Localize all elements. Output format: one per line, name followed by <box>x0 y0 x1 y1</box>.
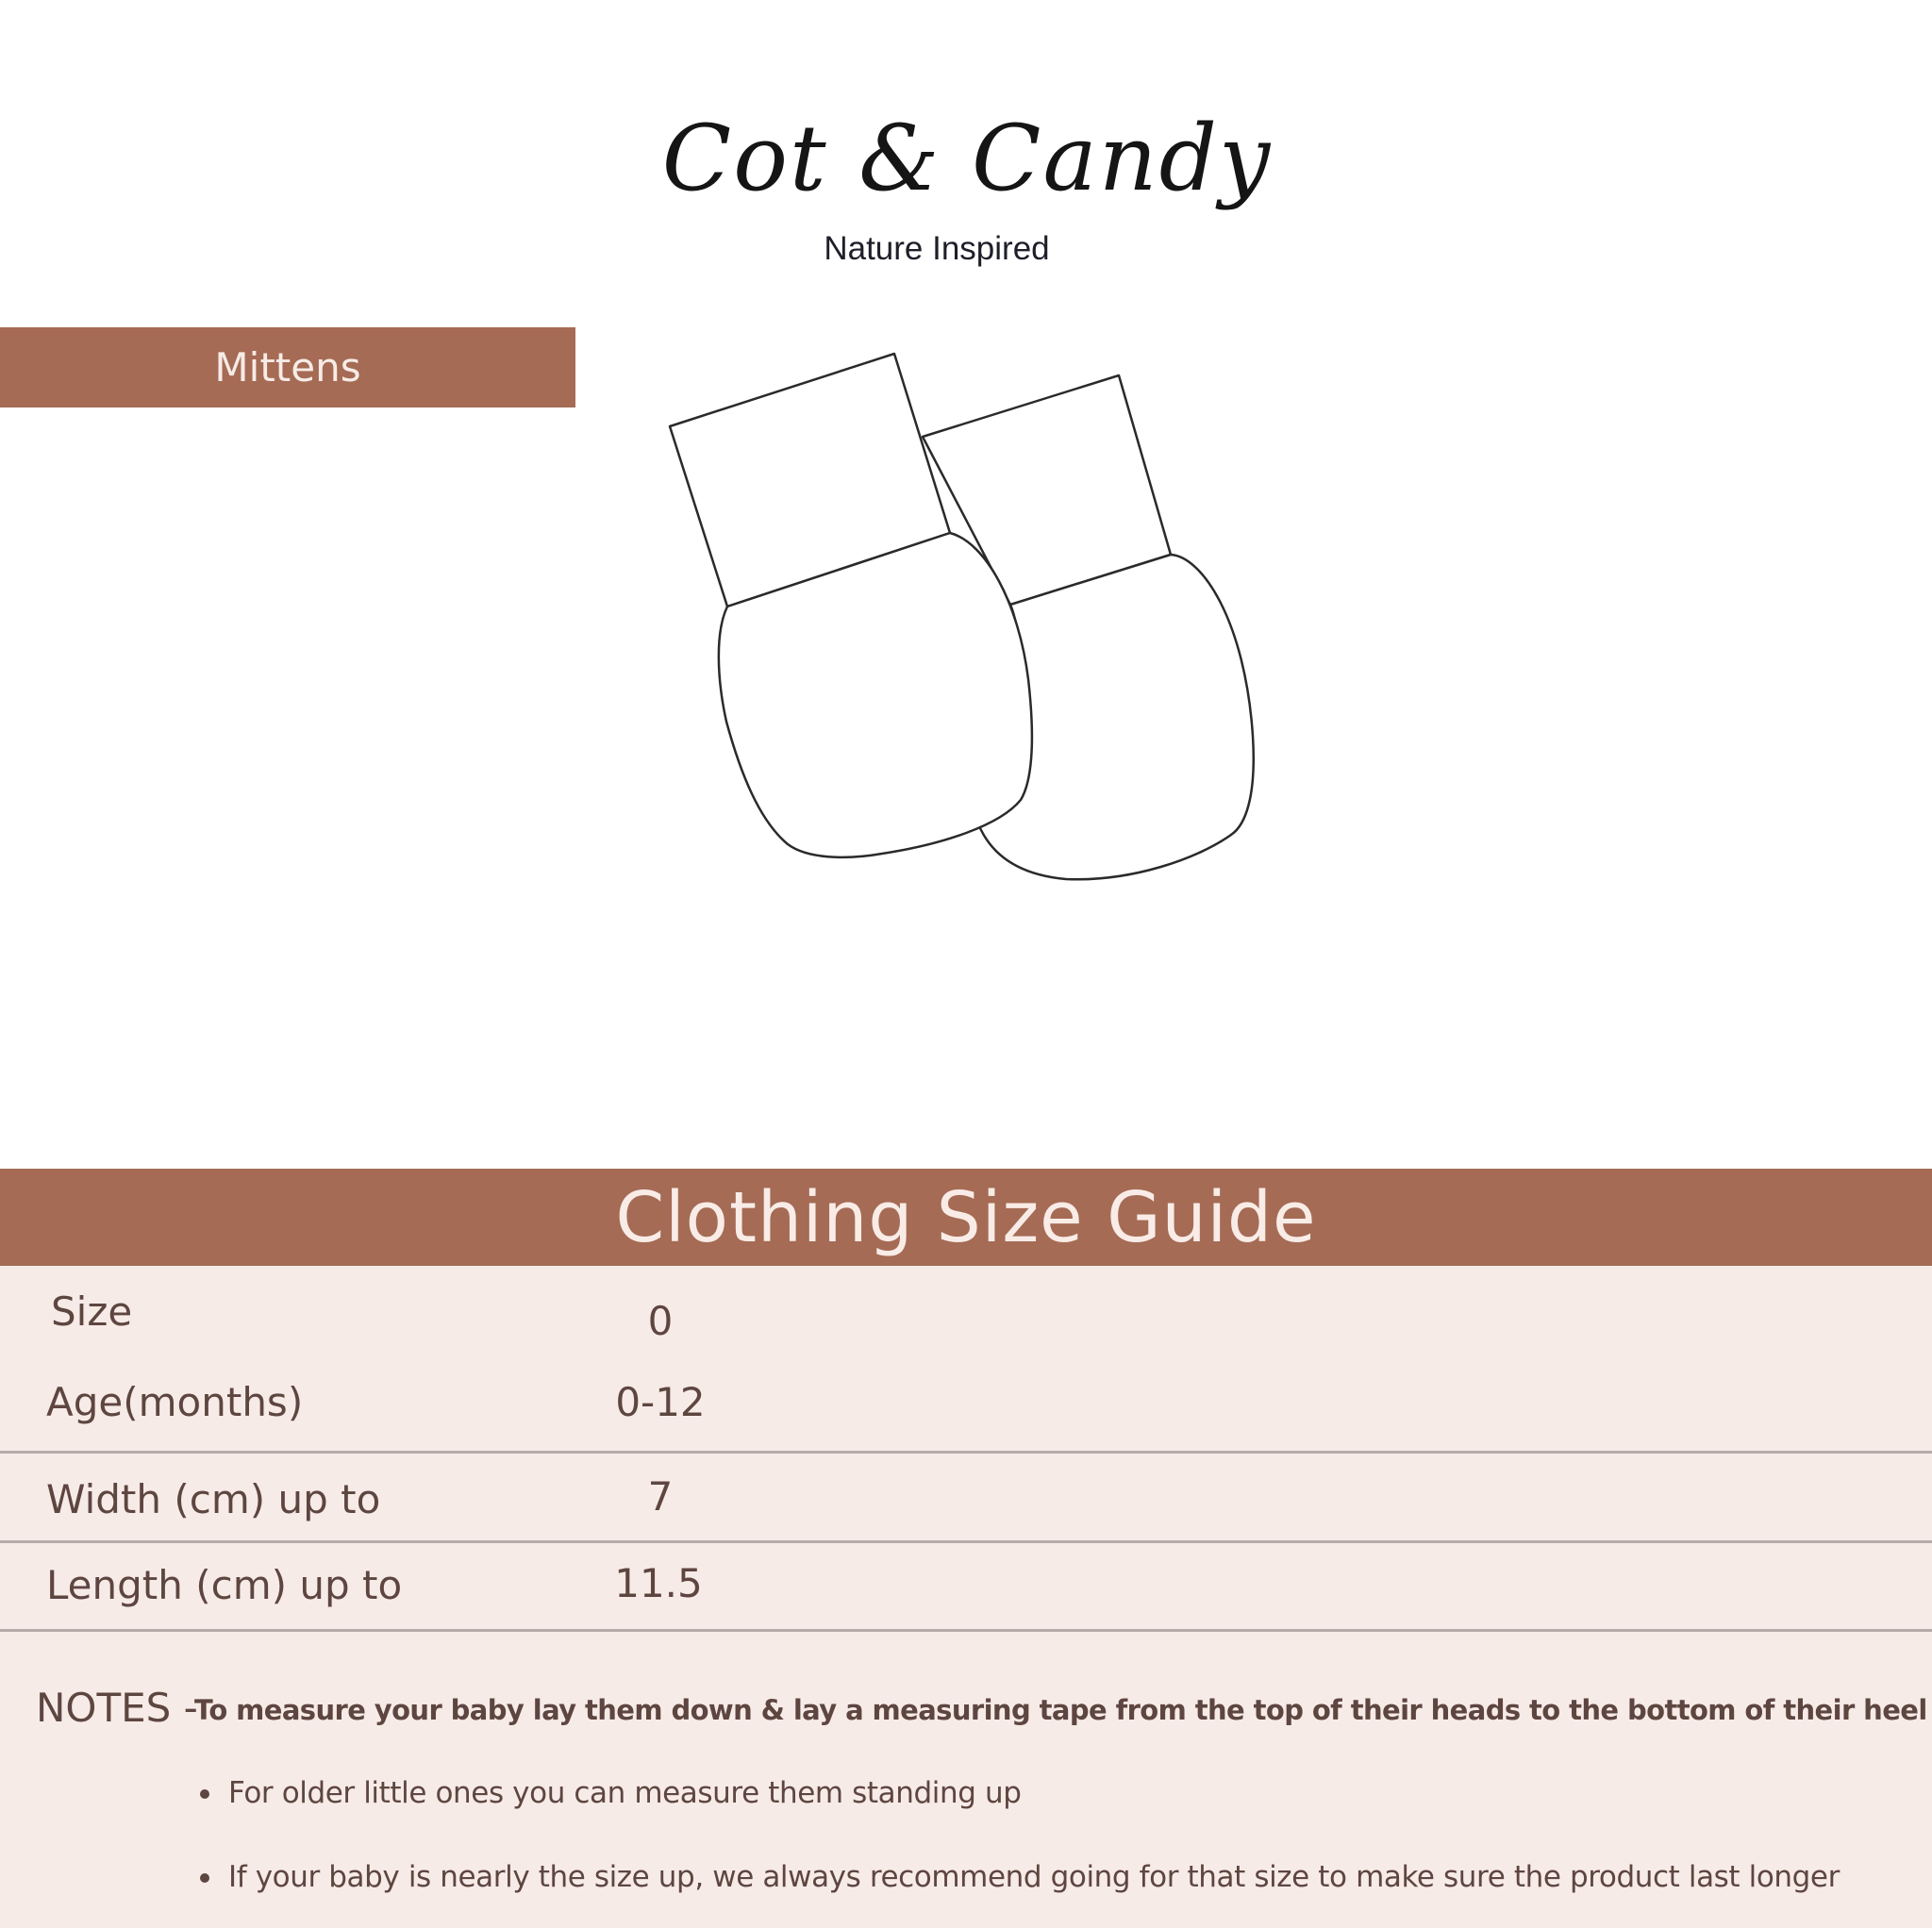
product-label: Mittens <box>214 344 361 391</box>
size-value: 0 <box>647 1298 674 1344</box>
product-label-bar <box>0 327 575 407</box>
table-divider <box>0 1451 1932 1454</box>
age-label: Age(months) <box>46 1379 304 1425</box>
brand-tagline: Nature Inspired <box>824 230 1050 267</box>
width-label: Width (cm) up to <box>46 1476 381 1522</box>
bullet-dot <box>200 1873 209 1883</box>
size-guide-header <box>0 1169 1932 1266</box>
age-value: 0-12 <box>615 1379 706 1425</box>
size-label: Size <box>51 1288 133 1335</box>
length-label: Length (cm) up to <box>46 1562 403 1608</box>
length-value: 11.5 <box>614 1560 703 1606</box>
size-guide-title: Clothing Size Guide <box>615 1176 1317 1258</box>
mittens-illustration <box>641 340 1283 906</box>
table-divider <box>0 1629 1932 1632</box>
bullet-dot <box>200 1789 209 1799</box>
width-value: 7 <box>647 1473 674 1520</box>
table-divider <box>0 1540 1932 1543</box>
notes-bullet-item: If your baby is nearly the size up, we always recommend going for that size to make sure the product last longer <box>228 1860 1840 1894</box>
notes-bullet-item: For older little ones you can measure them standing up <box>228 1776 1022 1810</box>
brand-logo: Cot & Candy <box>661 106 1273 211</box>
notes-heading: NOTES - <box>36 1685 198 1731</box>
notes-lead-text: To measure your baby lay them down & lay a measuring tape from the top of their heads to the bottom of their heel <box>194 1694 1927 1726</box>
